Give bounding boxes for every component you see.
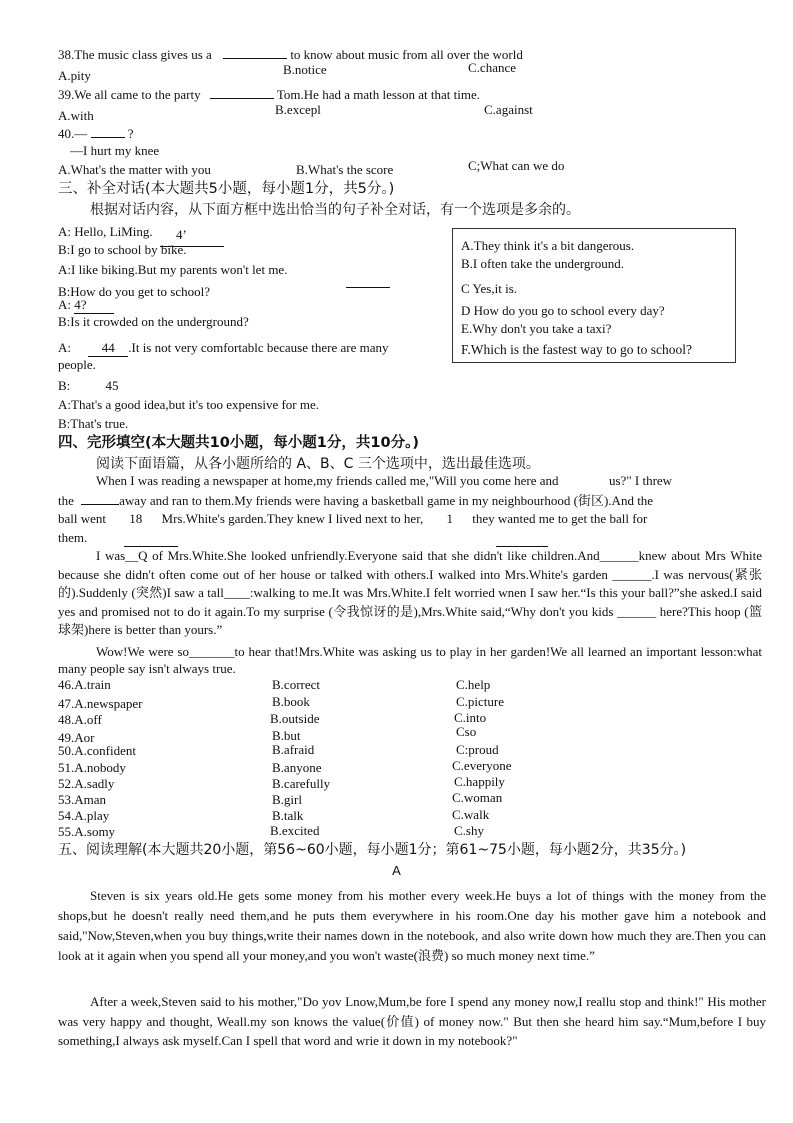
q39-stem-a: 39.We all came to the party xyxy=(58,87,201,102)
q38-option-b: B.notice xyxy=(283,62,327,77)
cloze-opt-52-a: 52.A.sadly xyxy=(58,776,115,791)
cloze-opt-53-b: B.girl xyxy=(272,792,302,807)
cloze-line-3b: Mrs.White's garden.They knew I lived next to her, xyxy=(161,511,424,526)
cloze-opt-54-a: 54.A.play xyxy=(58,808,110,823)
dialog-line-5 xyxy=(58,297,114,314)
dialog-line-6: B:Is it crowded on the underground? xyxy=(58,314,249,329)
cloze-opt-52-b: B.carefully xyxy=(272,776,331,791)
dialog-speaker-a2: A: xyxy=(58,340,71,355)
cloze-line-2a: the xyxy=(58,493,74,508)
q38-blank[interactable] xyxy=(223,46,287,59)
cloze-opt-53-c: C.woman xyxy=(452,790,503,805)
cloze-opt-48-c: C.into xyxy=(454,710,487,725)
q40-stem xyxy=(58,125,134,142)
cloze-opt-50-a: 50.A.confident xyxy=(58,743,136,758)
cloze-opt-51-b: B.anyone xyxy=(272,760,322,775)
section3-instruction: 根据对话内容，从下面方框中选出恰当的句子补全对话，有一个选项是多余的。 xyxy=(90,202,580,218)
cloze-opt-53-a: 53.Aman xyxy=(58,792,107,807)
q40-option-c: C;What can we do xyxy=(468,158,565,173)
dialog-line-9: A:That's a good idea,but it's too expensive for me. xyxy=(58,397,320,412)
blank-44[interactable] xyxy=(88,340,128,357)
cloze-opt-55-a: 55.A.somy xyxy=(58,824,116,839)
cloze-opt-47-a: 47.A.newspaper xyxy=(58,696,143,711)
section5-title: 五、阅读理解(本大题共20小题，第56~60小题，每小题1分；第61~75小题，每小题2分，共35分。) xyxy=(58,842,687,858)
section5-part-label: A xyxy=(392,863,401,878)
dialog-line-2: B:I go to school by bike. xyxy=(58,242,187,257)
box-option-e: E.Why don't you take a taxi? xyxy=(461,321,612,336)
section3-title: 三、补全对话(本大题共5小题，每小题1分，共5分。) xyxy=(58,181,395,197)
section4-title: 四、完形填空(本大题共10小题，每小题1分，共10分。) xyxy=(58,435,419,451)
cloze-opt-49-b: B.but xyxy=(272,728,301,743)
cloze-opt-49-a: 49.Aor xyxy=(58,730,95,745)
box-option-a: A.They think it's a bit dangerous. xyxy=(461,238,635,253)
cloze-opt-47-c: C.picture xyxy=(456,694,505,709)
cloze-line-3a: ball went xyxy=(58,511,107,526)
cloze-opt-46-b: B.correct xyxy=(272,677,321,692)
cloze-opt-46-a: 46.A.train xyxy=(58,677,111,692)
section4-instruction: 阅读下面语篇，从各小题所给的 A、B、C 三个选项中，选出最佳选项。 xyxy=(96,456,540,472)
dialog-line-7 xyxy=(58,340,389,357)
q40-stem-a: 40.— xyxy=(58,126,91,141)
cloze-opt-50-b: B.afraid xyxy=(272,742,315,757)
q38-stem-a: 38.The music class gives us a xyxy=(58,47,212,62)
q39-option-c: C.against xyxy=(484,102,533,117)
q40-reply: —I hurt my knee xyxy=(70,143,160,158)
blank-42-line-right xyxy=(346,287,390,288)
blank-42-number: 4? xyxy=(74,297,87,312)
cloze-opt-46-c: C.help xyxy=(456,677,491,692)
dialog-line-7-text: .It is not very comfortablc because there are many xyxy=(128,340,389,355)
blank-48-number[interactable]: 18 xyxy=(129,511,143,526)
q39-stem xyxy=(58,86,480,103)
dialog-line-7-cont: people. xyxy=(58,357,96,372)
cloze-opt-49-c: Cso xyxy=(456,724,477,739)
cloze-opt-51-c: C.everyone xyxy=(452,758,512,773)
box-option-c: C Yes,it is. xyxy=(461,281,517,296)
blank-49-number[interactable]: 1 xyxy=(446,511,454,526)
dialog-line-1: A: Hello, LiMing. xyxy=(58,224,153,239)
reading-paragraph-2: After a week,Steven said to his mother,"Do yov Lnow,Mum,be fore I spend any money now,I reallu stop and think!" His mother was very happy and thought, Weall.my son knows the value(价值) of money now." But then she heard him say.“Mum,before I buy something,I always ask myself.Can I spell that word and wrie it down in my notebook?" xyxy=(58,994,766,1048)
cloze-opt-50-c: C:proud xyxy=(456,742,499,757)
blank-47[interactable] xyxy=(81,492,119,505)
q39-blank[interactable] xyxy=(210,86,274,99)
cloze-opt-47-b: B.book xyxy=(272,694,310,709)
cloze-opt-48-a: 48.A.off xyxy=(58,712,102,727)
q38-option-c: C.chance xyxy=(468,60,517,75)
cloze-opt-48-b: B.outside xyxy=(270,711,320,726)
dialog-speaker-a: A: xyxy=(58,297,71,312)
dialog-line-3: A:I like biking.But my parents won't let me. xyxy=(58,262,288,277)
options-box xyxy=(452,228,736,363)
box-option-b: B.I often take the underground. xyxy=(461,256,624,271)
q40-blank[interactable] xyxy=(91,125,125,138)
q40-option-b: B.What's the score xyxy=(296,162,394,177)
box-option-d: D How do you go to school every day? xyxy=(461,303,665,318)
cloze-line-4: them. xyxy=(58,530,88,545)
dialog-line-4: B:How do you get to school? xyxy=(58,284,211,299)
cloze-line-1 xyxy=(96,473,672,489)
cloze-line-1b: us?" I threw xyxy=(609,473,673,488)
cloze-opt-54-b: B.talk xyxy=(272,808,304,823)
cloze-opt-51-a: 51.A.nobody xyxy=(58,760,126,775)
dialog-speaker-b: B: xyxy=(58,378,71,393)
q38-stem xyxy=(58,46,523,63)
q39-stem-b: Tom.He had a math lesson at that time. xyxy=(276,87,480,102)
cloze-line-2b: away and ran to them.My friends were having a basketball game in my neighbourhood (街区).And the xyxy=(119,493,654,508)
q38-stem-b: to know about music from all over the world xyxy=(290,47,523,62)
q40-option-a: A.What's the matter with you xyxy=(58,162,211,177)
q39-option-a: A.with xyxy=(58,108,94,123)
blank-44-number: 44 xyxy=(101,340,115,355)
cloze-opt-55-c: C.shy xyxy=(454,823,484,838)
blank-45-number: 45 xyxy=(105,378,119,393)
box-option-f: F.Which is the fastest way to go to school? xyxy=(461,342,693,357)
reading-paragraph-1: Steven is six years old.He gets some money from his mother every week.He buys a lot of things with the money from the shops,but he doesn't really need them,and he puts them everywhere in his room.One day his mother gave him a notebook and said,"Now,Steven,when you buy things,write their names down in the notebook, and also write down how much they are.Then you can look at it again when you spend all your money,and you won't waste(浪费) so much money next time.” xyxy=(58,888,766,963)
cloze-line-3c: they wanted me to get the ball for xyxy=(472,511,648,526)
q38-option-a: A.pity xyxy=(58,68,91,83)
cloze-opt-52-c: C.happily xyxy=(454,774,505,789)
blank-41-line xyxy=(160,246,224,247)
blank-41-number: 4’ xyxy=(176,227,187,242)
cloze-paragraph-2: I was__Q of Mrs.White.She looked unfriendly.Everyone said that she didn't like children.And______knew about Mrs White because she didn't often come out of her house or talked with others.I walked into Mrs.White's garden ______.I was nervous(紧张的).Suddenly (突然)I saw a tall____:walking to me.It was Mrs.White.I felt worried wnen I saw her.“Is this your ball?”she asked.I said yes and promised not to do it again.To my surprise (令我惊讶的是),Mrs.White said,“Why don't you kids ______ here?This hoop (篮球架)here is better than yours.” xyxy=(58,548,762,637)
cloze-line-3 xyxy=(58,511,647,527)
cloze-line-1a: When I was reading a newspaper at home,my friends called me,"Will you come here and xyxy=(96,473,559,488)
cloze-paragraph-3: Wow!We were so_______to hear that!Mrs.White was asking us to play in her garden!We all learned an important lesson:what many people say isn't always true. xyxy=(58,644,762,676)
dialog-line-10: B:That's true. xyxy=(58,416,129,431)
q39-option-b: B.excepl xyxy=(275,102,321,117)
q40-stem-q: ? xyxy=(127,126,134,141)
cloze-line-2 xyxy=(58,492,653,509)
blank-42[interactable] xyxy=(74,297,114,314)
cloze-opt-55-b: B.excited xyxy=(270,823,320,838)
cloze-opt-54-c: C.walk xyxy=(452,807,490,822)
dialog-line-8 xyxy=(58,378,119,394)
